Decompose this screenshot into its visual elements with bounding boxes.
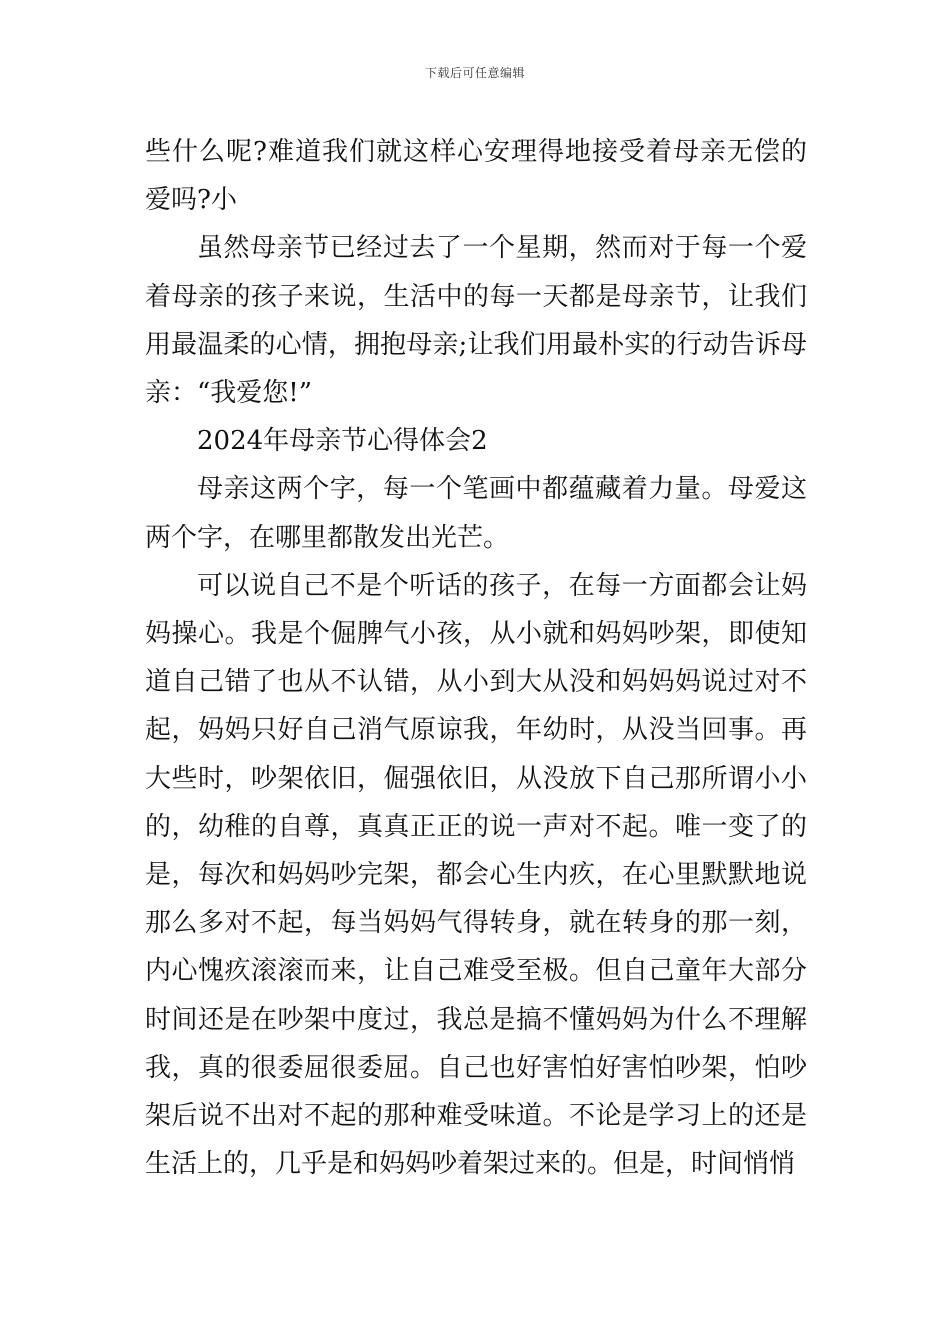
paragraph-2: 虽然母亲节已经过去了一个星期，然而对于每一个爱着母亲的孩子来说，生活中的每一天都是母亲节，让我们用最温柔的心情，拥抱母亲;让我们用最朴实的行动告诉母亲：“我爱您!” [145,233,807,409]
paragraph-3: 母亲这两个字，每一个笔画中都蕴藏着力量。母爱这两个字，在哪里都散发出光芒。 [145,474,807,553]
document-body [145,128,807,1188]
section-heading: 2024年母亲节心得体会2 [197,426,488,457]
page-header: 下载后可任意编辑 [424,66,525,80]
paragraph-4: 可以说自己不是个听话的孩子，在每一方面都会让妈妈操心。我是个倔脾气小孩，从小就和妈妈吵架，即使知道自己错了也从不认错，从小到大从没和妈妈妈说过对不起，妈妈只好自己消气原谅我，年幼时，从没当回事。再大些时，吵架依旧，倔强依旧，从没放下自己那所谓小小的，幼稚的自尊，真真正正的说一声对不起。唯一变了的是，每次和妈妈吵完架，都会心生内疚，在心里默默地说那么多对不起，每当妈妈气得转身，就在转身的那一刻，内心愧疚滚滚而来，让自己难受至极。但自己童年大部分时间还是在吵架中度过，我总是搞不懂妈妈为什么不理解我，真的很委屈很委屈。自己也好害怕好害怕吵架，怕吵架后说不出对不起的那种难受味道。不论是学习上的还是生活上的，几乎是和妈妈吵着架过来的。但是，时间悄悄 [145,570,807,1180]
paragraph-1: 些什么呢?难道我们就这样心安理得地接受着母亲无偿的爱吗?小 [145,137,807,216]
